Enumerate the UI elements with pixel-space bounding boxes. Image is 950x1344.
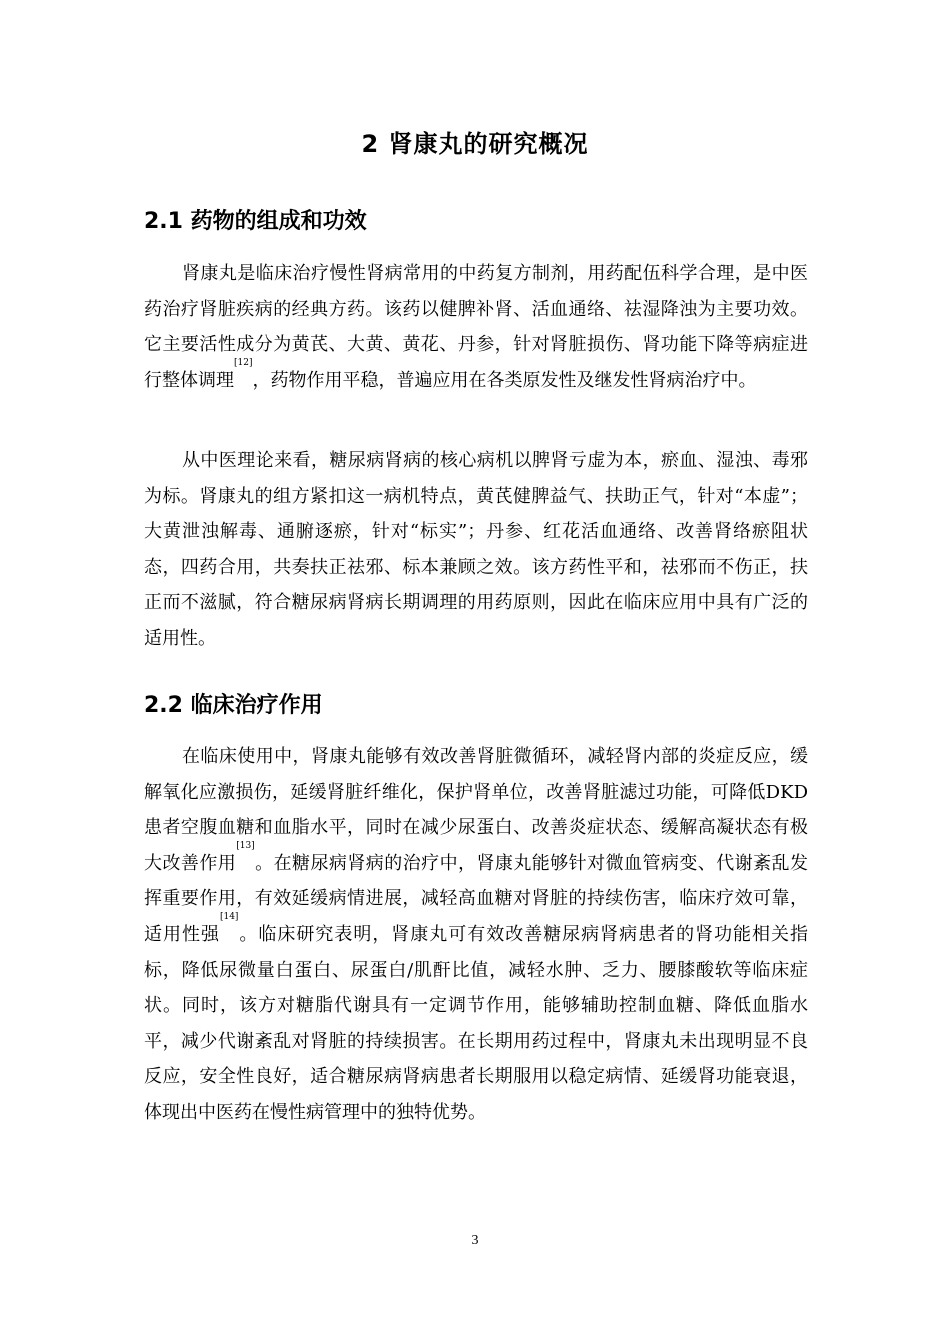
paragraph-text: 肾康丸是临床治疗慢性肾病常用的中药复方制剂，用药配伍科学合理，是中医药治疗肾脏疾病的经典方药。该药以健脾补肾、活血通络、祛湿降浊为主要功效。它主要活性成分为黄芪、大黄、黄花、丹参，针对肾脏损伤、肾功能下降等病症进行整体调理 [144, 263, 808, 391]
paragraph-text: 。临床研究表明，肾康丸可有效改善糖尿病肾病患者的肾功能相关指标，降低尿微量白蛋白、尿蛋白/肌酐比值，减轻水肿、乏力、腰膝酸软等临床症状。同时，该方对糖脂代谢具有一定调节作用，能够辅助控制血糖、降低血脂水平，减少代谢紊乱对肾脏的持续损害。在长期用药过程中，肾康丸未出现明显不良反应，安全性良好，适合糖尿病肾病患者长期服用以稳定病情、延缓肾功能衰退，体现出中医药在慢性病管理中的独特优势。 [144, 923, 809, 1123]
paragraph-composition [144, 256, 808, 398]
section-title-2-2: 2.2 临床治疗作用 [144, 693, 323, 718]
paragraph-tcm-theory: 从中医理论来看，糖尿病肾病的核心病机以脾肾亏虚为本，瘀血、湿浊、毒邪为标。肾康丸的组方紧扣这一病机特点，黄芪健脾益气、扶助正气，针对“本虚”；大黄泄浊解毒、通腑逐瘀，针对“标实”；丹参、红花活血通络、改善肾络瘀阻状态，四药合用，共奏扶正祛邪、标本兼顾之效。该方药性平和，祛邪而不伤正，扶正而不滋腻，符合糖尿病肾病长期调理的用药原则，因此在临床应用中具有广泛的适用性。 [144, 450, 808, 649]
citation-13: [13] [236, 840, 255, 851]
citation-12: [12] [234, 357, 253, 368]
section-title-2-1: 2.1 药物的组成和功效 [144, 209, 367, 234]
paragraph-text: 。在糖尿病肾病的治疗中，肾康丸能够针对微血管病变、代谢紊乱发挥重要作用，有效延缓病情进展，减轻高血糖对肾脏的持续伤害，临床疗效可靠，适用性强 [144, 852, 808, 945]
paragraph-text: ，药物作用平稳，普遍应用在各类原发性及继发性肾病治疗中。 [252, 369, 757, 391]
paragraph-text: 在临床使用中，肾康丸能够有效改善肾脏微循环，减轻肾内部的炎症反应，缓解氧化应激损伤，延缓肾脏纤维化，保护肾单位，改善肾脏滤过功能，可降低DKD 患者空腹血糖和血脂水平，同时在减少尿蛋白、改善炎症状态、缓解高凝状态有极大改善作用 [144, 746, 808, 874]
chapter-title: 2 肾康丸的研究概况 [361, 130, 589, 158]
page-number: 3 [471, 1233, 479, 1248]
citation-14: [14] [219, 911, 239, 922]
paragraph-clinical-effect [144, 739, 808, 1131]
